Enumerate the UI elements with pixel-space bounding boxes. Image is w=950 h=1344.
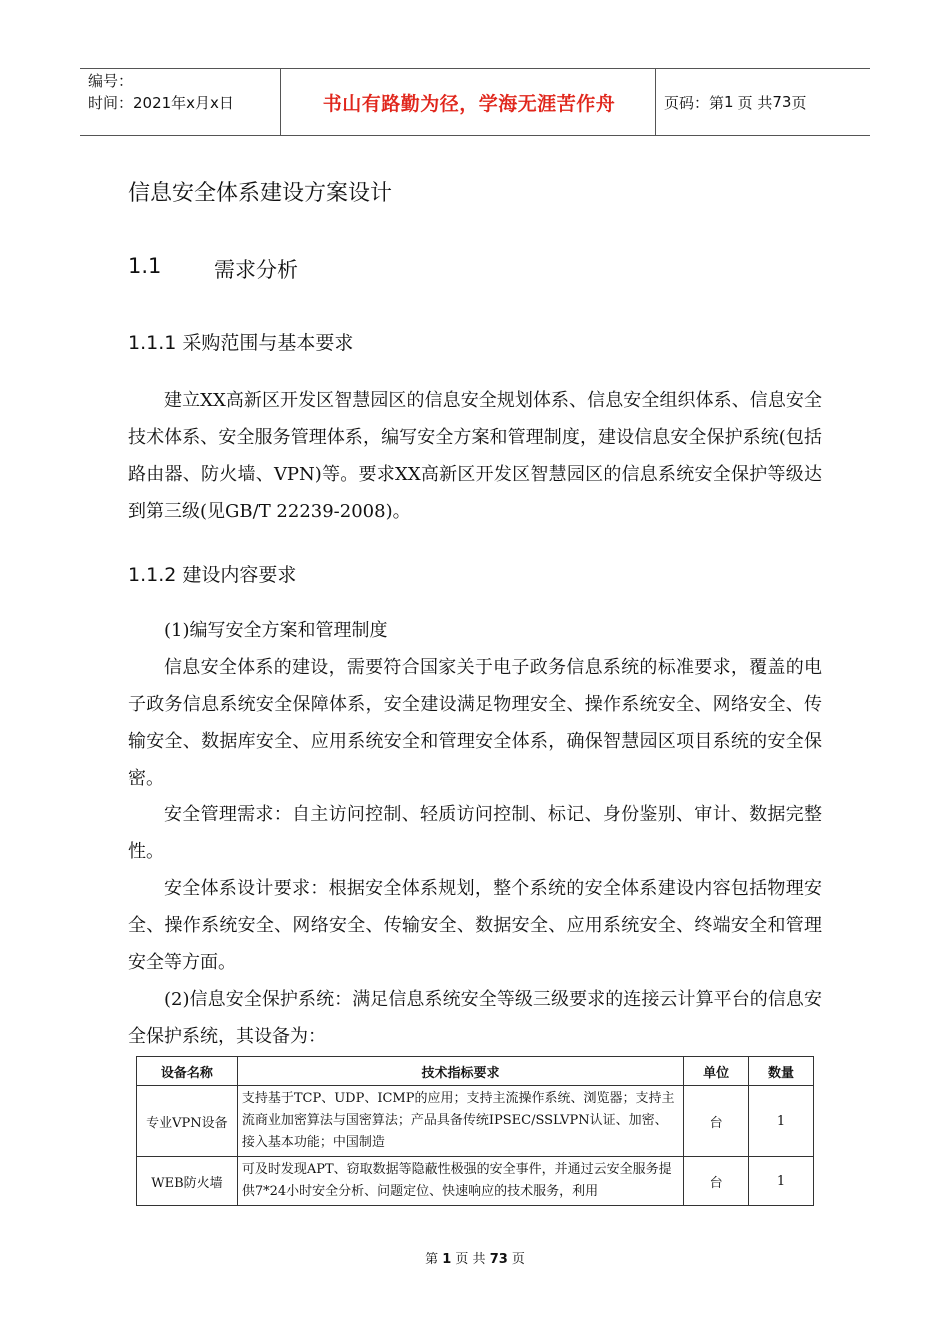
- header-page-info: [664, 68, 806, 136]
- header-motto: 书山有路勤为径，学海无涯苦作舟: [322, 92, 616, 115]
- header-meta: [88, 70, 234, 114]
- cell-quantity: 1: [749, 1086, 814, 1157]
- cell-unit: 台: [684, 1086, 749, 1157]
- column-header-quantity: 数量: [749, 1057, 814, 1086]
- equipment-table: [136, 1056, 814, 1206]
- cell-device-name: WEB防火墙: [137, 1157, 238, 1206]
- table-row: [137, 1086, 814, 1157]
- header-divider-left: [280, 68, 281, 136]
- cell-unit: 台: [684, 1157, 749, 1206]
- page-footer: [0, 1248, 950, 1267]
- section-title: 需求分析: [214, 258, 298, 282]
- cell-device-name: 专业VPN设备: [137, 1086, 238, 1157]
- table-row: [137, 1157, 814, 1206]
- table-header-row: [137, 1057, 814, 1086]
- header-page-mid: 页 共: [737, 93, 773, 112]
- footer-current-page: 1: [442, 1252, 452, 1267]
- column-header-requirements: 技术指标要求: [237, 1057, 683, 1086]
- header-page-current: 1: [724, 93, 734, 111]
- paragraph-procurement-scope: 建立XX高新区开发区智慧园区的信息安全规划体系、信息安全组织体系、信息安全技术体系、安全服务管理体系，编写安全方案和管理制度，建设信息安全保护系统(包括路由器、防火墙、VPN)等。要求XX高新区开发区智慧园区的信息系统安全保护等级达到第三级(见GB/T 22239-2008)。: [128, 390, 822, 522]
- paragraph-item-1: (1)编写安全方案和管理制度: [164, 620, 388, 641]
- header-page-total: 73: [772, 93, 792, 111]
- column-header-name: 设备名称: [137, 1057, 238, 1086]
- footer-suffix: 页: [511, 1252, 525, 1267]
- header-number-label: 编号：: [88, 72, 134, 90]
- column-header-unit: 单位: [684, 1057, 749, 1086]
- header-divider-right: [655, 68, 656, 136]
- header-time-label: 时间：2021年x月x日: [88, 94, 234, 112]
- cell-quantity: 1: [749, 1157, 814, 1206]
- subsection-heading-1-1-2: 1.1.2 建设内容要求: [128, 564, 297, 586]
- footer-total-pages: 73: [489, 1252, 508, 1267]
- header-page-suffix: 页: [791, 93, 807, 112]
- section-heading-1-1: [128, 254, 298, 282]
- paragraph-item-2: (2)信息安全保护系统：满足信息系统安全等级三级要求的连接云计算平台的信息安全保护系统，其设备为：: [128, 989, 822, 1047]
- paragraph-security-system: 信息安全体系的建设，需要符合国家关于电子政务信息系统的标准要求，覆盖的电子政务信息系统安全保障体系，安全建设满足物理安全、操作系统安全、网络安全、传输安全、数据库安全、应用系统安全和管理安全体系，确保智慧园区项目系统的安全保密。: [128, 657, 822, 789]
- header-page-prefix: 页码：第: [664, 93, 725, 112]
- footer-prefix: 第: [425, 1252, 439, 1267]
- section-number: 1.1: [128, 254, 162, 278]
- document-title: 信息安全体系建设方案设计: [128, 181, 393, 206]
- cell-requirements: 可及时发现APT、窃取数据等隐蔽性极强的安全事件，并通过云安全服务提供7*24小时安全分析、问题定位、快速响应的技术服务，利用: [237, 1157, 683, 1206]
- footer-mid: 页 共: [455, 1252, 486, 1267]
- paragraph-management-needs: 安全管理需求：自主访问控制、轻质访问控制、标记、身份鉴别、审计、数据完整性。: [128, 804, 822, 862]
- paragraph-design-requirements: 安全体系设计要求：根据安全体系规划，整个系统的安全体系建设内容包括物理安全、操作系统安全、网络安全、传输安全、数据安全、应用系统安全、终端安全和管理安全等方面。: [128, 878, 822, 973]
- subsection-heading-1-1-1: 1.1.1 采购范围与基本要求: [128, 332, 354, 354]
- cell-requirements: 支持基于TCP、UDP、ICMP的应用；支持主流操作系统、浏览器；支持主流商业加密算法与国密算法；产品具备传统IPSEC/SSLVPN认证、加密、接入基本功能；中国制造: [237, 1086, 683, 1157]
